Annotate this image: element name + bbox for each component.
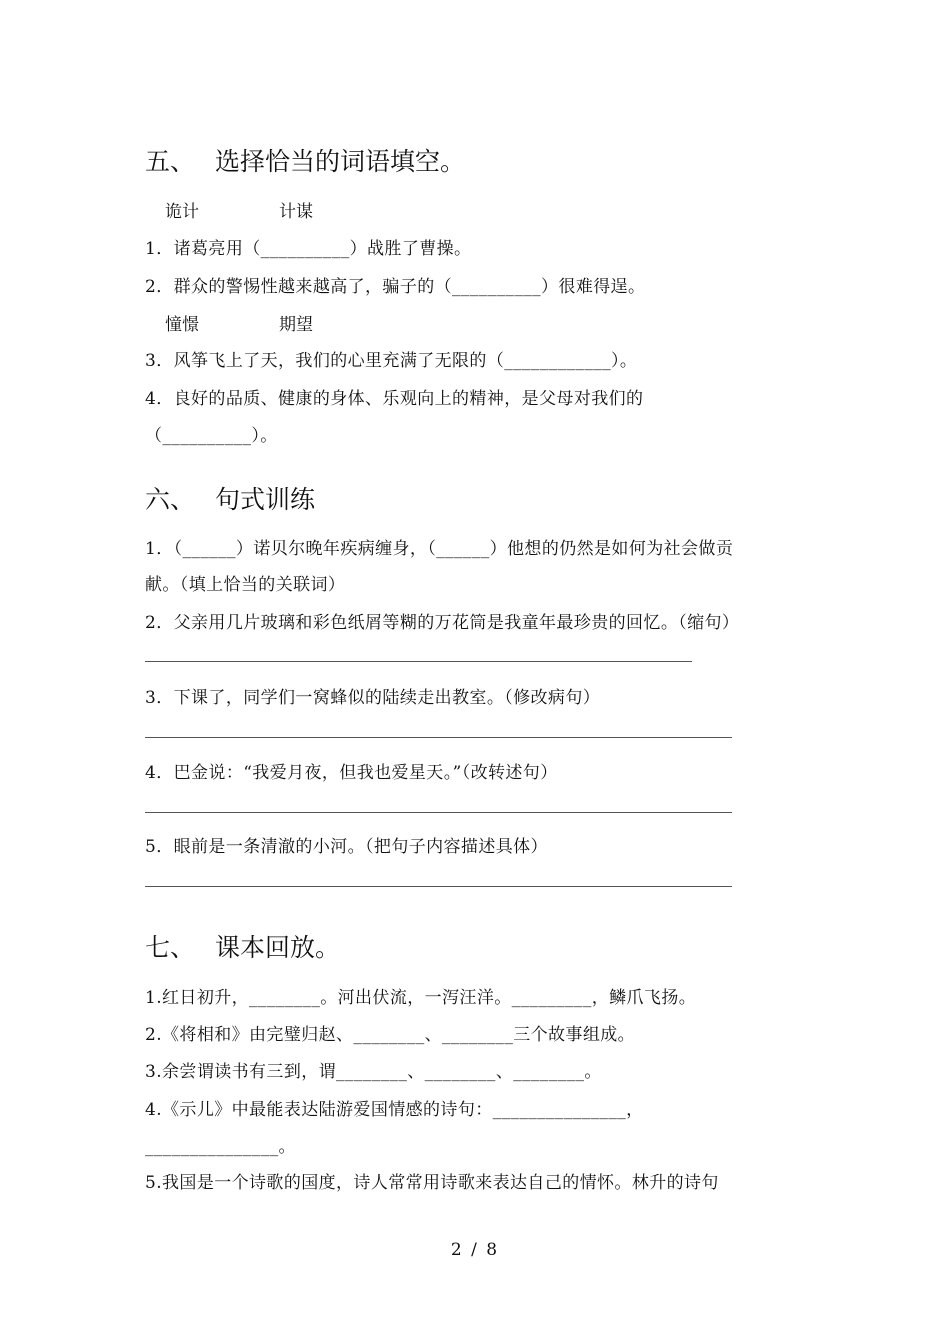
section6-heading xyxy=(145,480,315,516)
answer-line-2[interactable] xyxy=(145,661,692,662)
s7-question-4-cont: _______________。 xyxy=(145,1137,296,1157)
s6-question-1: 1．（______）诺贝尔晚年疾病缠身，（______）他想的仍然是如何为社会做贡 xyxy=(145,539,734,559)
section7-heading xyxy=(145,928,340,964)
section7-title: 课本回放。 xyxy=(215,933,341,962)
s6-question-3: 3．下课了，同学们一窝蜂似的陆续走出教室。（修改病句） xyxy=(145,688,601,708)
section5-title: 选择恰当的词语填空。 xyxy=(215,147,466,176)
section7-number: 七、 xyxy=(145,933,196,962)
section5-number: 五、 xyxy=(145,147,196,176)
section5-heading xyxy=(145,142,465,178)
s6-question-2: 2．父亲用几片玻璃和彩色纸屑等糊的万花筒是我童年最珍贵的回忆。（缩句） xyxy=(145,613,740,633)
section6-title: 句式训练 xyxy=(215,485,316,514)
answer-line-3[interactable] xyxy=(145,737,732,738)
s5-question-1: 1．诸葛亮用（__________）战胜了曹操。 xyxy=(145,239,472,259)
answer-line-5[interactable] xyxy=(145,886,732,887)
page-number: 2 / 8 xyxy=(450,1240,500,1260)
s6-question-4: 4．巴金说：“我爱月夜，但我也爱星天。”（改转述句） xyxy=(145,763,558,783)
s7-question-4: 4.《示儿》中最能表达陆游爱国情感的诗句：_______________， xyxy=(145,1100,644,1120)
s5-question-4: 4．良好的品质、健康的身体、乐观向上的精神，是父母对我们的 xyxy=(145,389,644,409)
s5-question-4-cont: （__________）。 xyxy=(145,426,278,446)
s6-question-1-cont: 献。（填上恰当的关联词） xyxy=(145,575,346,595)
section6-number: 六、 xyxy=(145,485,196,514)
word-choice-4: 期望 xyxy=(279,315,313,335)
answer-line-4[interactable] xyxy=(145,812,732,813)
s7-question-5: 5.我国是一个诗歌的国度，诗人常常用诗歌来表达自己的情怀。林升的诗句 xyxy=(145,1173,719,1193)
s7-question-1: 1.红日初升，________。河出伏流，一泻汪洋。_________，鳞爪飞扬。 xyxy=(145,988,697,1008)
s7-question-3: 3.余尝谓读书有三到，谓________、________、________。 xyxy=(145,1062,602,1082)
word-choice-3: 憧憬 xyxy=(165,315,199,335)
word-choice-2: 计谋 xyxy=(279,202,313,222)
s6-question-5: 5．眼前是一条清澈的小河。（把句子内容描述具体） xyxy=(145,837,548,857)
word-choice-1: 诡计 xyxy=(165,202,199,222)
s5-question-2: 2．群众的警惕性越来越高了，骗子的（__________）很难得逞。 xyxy=(145,277,646,297)
s7-question-2: 2.《将相和》由完璧归赵、________、________三个故事组成。 xyxy=(145,1025,636,1045)
s5-question-3: 3．风筝飞上了天，我们的心里充满了无限的（____________）。 xyxy=(145,351,638,371)
